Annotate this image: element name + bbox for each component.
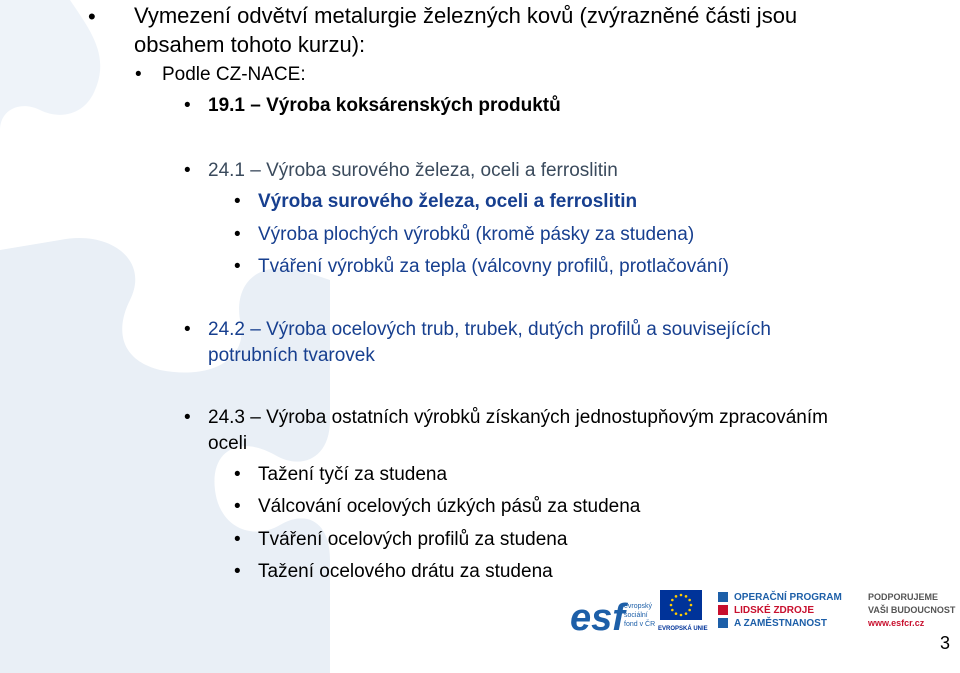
bullet-dot: •	[184, 407, 191, 428]
page-number: 3	[939, 633, 950, 653]
support-line: PODPORUJEME	[868, 592, 939, 602]
classification-label: Podle CZ-NACE:	[162, 64, 306, 85]
nace-24-2-line-2: potrubních tvarovek	[208, 345, 375, 366]
nace-24-1-item: Tváření výrobků za tepla (válcovny profilů, protlačování)	[258, 256, 729, 277]
heading-line-2: obsahem tohoto kurzu):	[134, 32, 366, 57]
nace-24-1: 24.1 – Výroba surového železa, oceli a ferroslitin	[208, 160, 618, 181]
esf-logo	[570, 597, 655, 639]
eu-caption: EVROPSKÁ UNIE	[658, 626, 708, 632]
nace-24-1-item: Výroba plochých výrobků (kromě pásky za studena)	[258, 224, 695, 245]
nace-24-3-item: Tváření ocelových profilů za studena	[258, 529, 568, 550]
eu-star-icon	[670, 604, 673, 607]
eu-star-icon	[675, 595, 678, 598]
eu-star-icon	[680, 614, 683, 617]
bullet-dot: •	[184, 319, 191, 340]
nace-24-1-item: Výroba surového železa, oceli a ferroslitin	[258, 191, 638, 212]
eu-star-icon	[685, 612, 688, 615]
op-logo	[718, 590, 842, 629]
eu-star-icon	[675, 612, 678, 615]
nace-24-3-item: Válcování ocelových úzkých pásů za studena	[258, 496, 641, 517]
eu-star-icon	[680, 594, 683, 597]
esf-caption: fond v ČR	[624, 621, 656, 628]
eu-star-icon	[688, 609, 691, 612]
op-line: OPERAČNÍ PROGRAM	[734, 592, 842, 603]
bullet-dot: •	[88, 4, 96, 29]
support-line: VAŠI BUDOUCNOST	[868, 605, 956, 615]
bullet-dot: •	[184, 95, 191, 116]
op-line: A ZAMĚSTNANOST	[734, 618, 827, 629]
eu-star-icon	[671, 599, 674, 602]
bullet-dot: •	[234, 529, 241, 550]
op-line: LIDSKÉ ZDROJE	[734, 605, 815, 616]
eu-star-icon	[690, 604, 693, 607]
bullet-dot: •	[234, 464, 241, 485]
eu-star-icon	[671, 609, 674, 612]
eu-star-icon	[688, 599, 691, 602]
esf-caption: evropský	[624, 603, 653, 610]
bullet-dot: •	[234, 496, 241, 517]
nace-24-3-item: Tažení tyčí za studena	[258, 464, 448, 485]
esf-logo-text: esf	[570, 597, 625, 639]
bullet-dot: •	[234, 256, 241, 277]
nace-24-3-line-1: 24.3 – Výroba ostatních výrobků získaných jednostupňovým zpracováním	[208, 407, 828, 428]
heading-line-1: Vymezení odvětví metalurgie železných kovů (zvýrazněné části jsou	[134, 3, 798, 28]
nace-24-3-item: Tažení ocelového drátu za studena	[258, 561, 553, 582]
funding-logos	[568, 586, 960, 646]
nace-19-1: 19.1 – Výroba koksárenských produktů	[208, 95, 561, 116]
nace-24-3-line-2: oceli	[208, 433, 248, 454]
esf-caption: sociální	[624, 612, 648, 619]
support-logo	[867, 592, 956, 628]
op-square-icon	[718, 605, 728, 615]
eu-flag-logo	[658, 590, 708, 632]
bullet-dot: •	[234, 561, 241, 582]
bullet-dot: •	[184, 160, 191, 181]
op-square-icon	[718, 592, 728, 602]
bullet-dot: •	[234, 191, 241, 212]
support-url: www.esfcr.cz	[868, 618, 925, 628]
op-square-icon	[718, 618, 728, 628]
eu-star-icon	[685, 595, 688, 598]
bullet-dot: •	[234, 224, 241, 245]
bullet-dot: •	[135, 64, 142, 85]
nace-24-2-line-1: 24.2 – Výroba ocelových trub, trubek, dutých profilů a souvisejících	[208, 319, 771, 340]
